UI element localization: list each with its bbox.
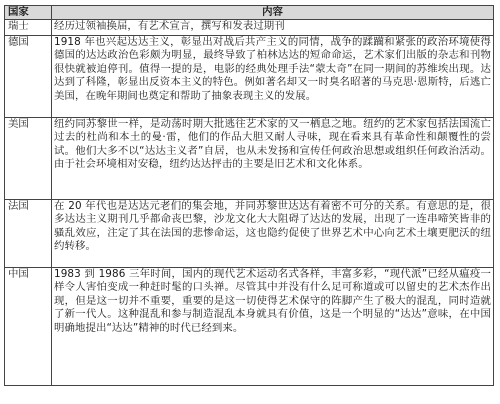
dada-table xyxy=(4,5,494,386)
content-cell: 1983 到 1986 三年时间，国内的现代艺术运动名式各样，丰富多彩，“现代派”已经从瘟疫一样令人害怕变成一种赶时髦的口头禅。尽管其中并没有什么足可称道或可以留史的艺术杰作出现，但是这一切并不重要，重要的是这一切使得艺术保守的阵脚产生了极大的混乱，同时造就了新一代人。这种混乱和参与制造混乱本身就具有价值，这是一个明显的“达达”意味，在中国明确地提出“达达”精神的时代已经到来。 xyxy=(52,267,494,385)
header-row xyxy=(5,6,494,20)
country-cell: 美国 xyxy=(5,117,52,199)
country-cell: 瑞士 xyxy=(5,20,52,36)
table-row xyxy=(5,199,494,267)
country-cell: 中国 xyxy=(5,267,52,385)
dada-table-container xyxy=(4,5,493,386)
table-row xyxy=(5,20,494,36)
header-country: 国家 xyxy=(5,6,52,20)
table-body xyxy=(5,20,494,386)
header-content: 内容 xyxy=(52,6,494,20)
country-cell: 法国 xyxy=(5,199,52,267)
table-header xyxy=(5,6,494,20)
content-cell: 在 20 年代也是达达元老们的集会地，并同苏黎世达达有着密不可分的关系。有意思的是，很多达达主义期刊几乎都命丧巴黎，沙龙文化大大阻碍了达达的发展，出现了一连串啼笑皆非的骚乱效应，注定了其在法国的悲惨命运，这也隐约促使了世界艺术中心向艺术土壤更肥沃的纽约转移。 xyxy=(52,199,494,267)
table-row xyxy=(5,35,494,117)
country-cell: 德国 xyxy=(5,35,52,117)
content-cell: 1918 年也兴起达达主义，彰显出对战后共产主义的同情，战争的蹂躏和紧张的政治环境使得德国的达达政治色彩颇为明显，最终导致了柏林达达的短命命运，艺术家们出版的杂志和刊物很快就被迫停刊。值得一提的是，电影的经典处理手法“蒙太奇”在同一期间的苏维埃出现。达达到了科隆，彰显出反资本主义的特色。例如著名却又一时臭名昭著的马克思·恩斯特，后逃亡美国，在晚年期间也奠定和帮助了抽象表现主义的发展。 xyxy=(52,35,494,117)
content-cell: 纽约同苏黎世一样，是动荡时期大批逃往艺术家的又一栖息之地。纽约的艺术家包括法国流亡过去的杜尚和本土的曼·雷，他们的作品大胆又耐人寻味，现在看来具有革命性和颠覆性的尝试。他们大多不以“达达主义者”自居，也从未发扬和宣传任何政治思想或组织任何政治活动。由于社会环境相对安稳，纽约达达抨击的主要是旧艺术和文化体系。 xyxy=(52,117,494,199)
table-row xyxy=(5,117,494,199)
content-cell: 经历过领袖换届，有艺术宣言，撰写和发表过期刊 xyxy=(52,20,494,36)
table-row xyxy=(5,267,494,385)
